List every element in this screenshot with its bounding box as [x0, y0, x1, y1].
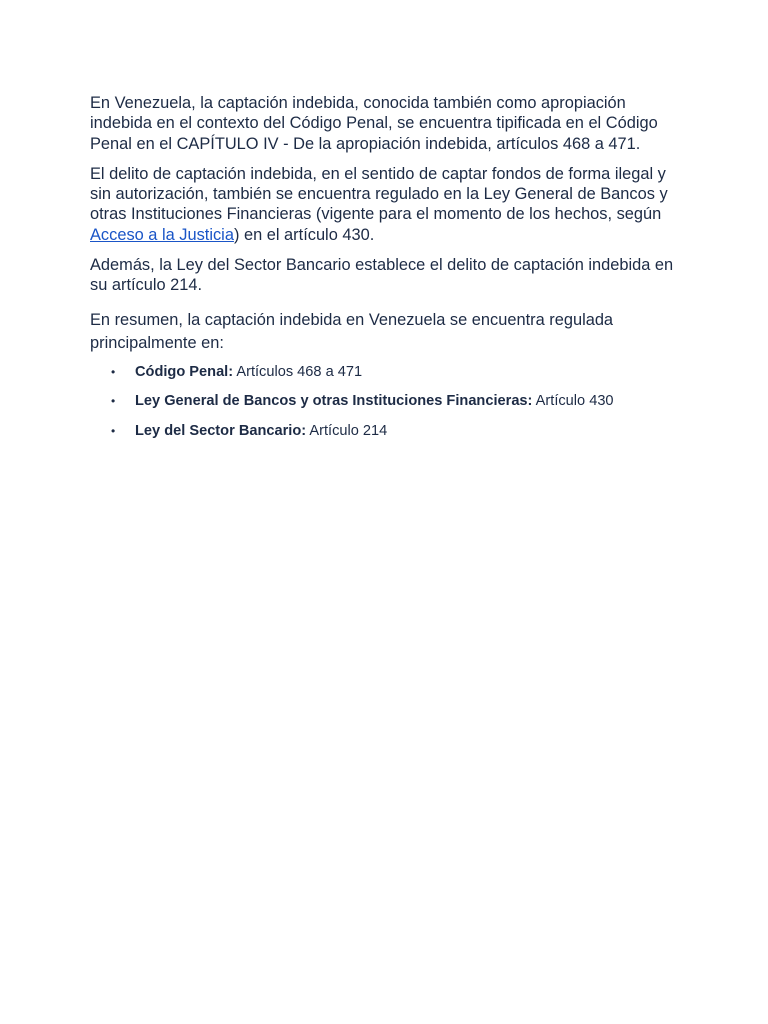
list-item	[90, 363, 690, 381]
paragraph-ley-general	[90, 164, 690, 245]
laws-list	[90, 363, 690, 441]
document-body	[90, 93, 690, 452]
list-item-term: Ley del Sector Bancario:	[135, 423, 307, 440]
list-item-detail: Artículo 214	[306, 423, 388, 440]
list-item	[90, 392, 690, 410]
paragraph-ley-general-text-end: ) en el artículo 430.	[233, 225, 375, 244]
list-item	[90, 422, 690, 440]
list-item-term: Ley General de Bancos y otras Instituciones Financieras:	[135, 393, 533, 410]
bullet-icon: •	[111, 424, 116, 439]
bullet-icon: •	[111, 394, 116, 409]
list-item-term: Código Penal:	[135, 363, 234, 380]
list-item-detail: Artículos 468 a 471	[233, 363, 363, 380]
list-item-detail: Artículo 430	[532, 393, 614, 410]
paragraph-sector-bancario: Además, la Ley del Sector Bancario establece el delito de captación indebida en su artículo 214.	[90, 256, 674, 295]
paragraph-ley-general-text-start: El delito de captación indebida, en el sentido de captar fondos de forma ilegal y sin autorización, también se encuentra regulado en la Ley General de Bancos y otras Instituciones Financieras (vigente para el momento de los hechos, según	[90, 164, 668, 224]
paragraph-intro: En Venezuela, la captación indebida, conocida también como apropiación indebida en el contexto del Código Penal, se encuentra tipificada en el Código Penal en el CAPÍTULO IV - De la apropiación indebida, artículos 468 a 471.	[90, 94, 658, 153]
paragraph-summary: En resumen, la captación indebida en Venezuela se encuentra regulada principalmente en:	[90, 310, 614, 352]
bullet-icon: •	[111, 364, 116, 379]
acceso-a-la-justicia-link[interactable]: Acceso a la Justicia	[90, 225, 234, 244]
